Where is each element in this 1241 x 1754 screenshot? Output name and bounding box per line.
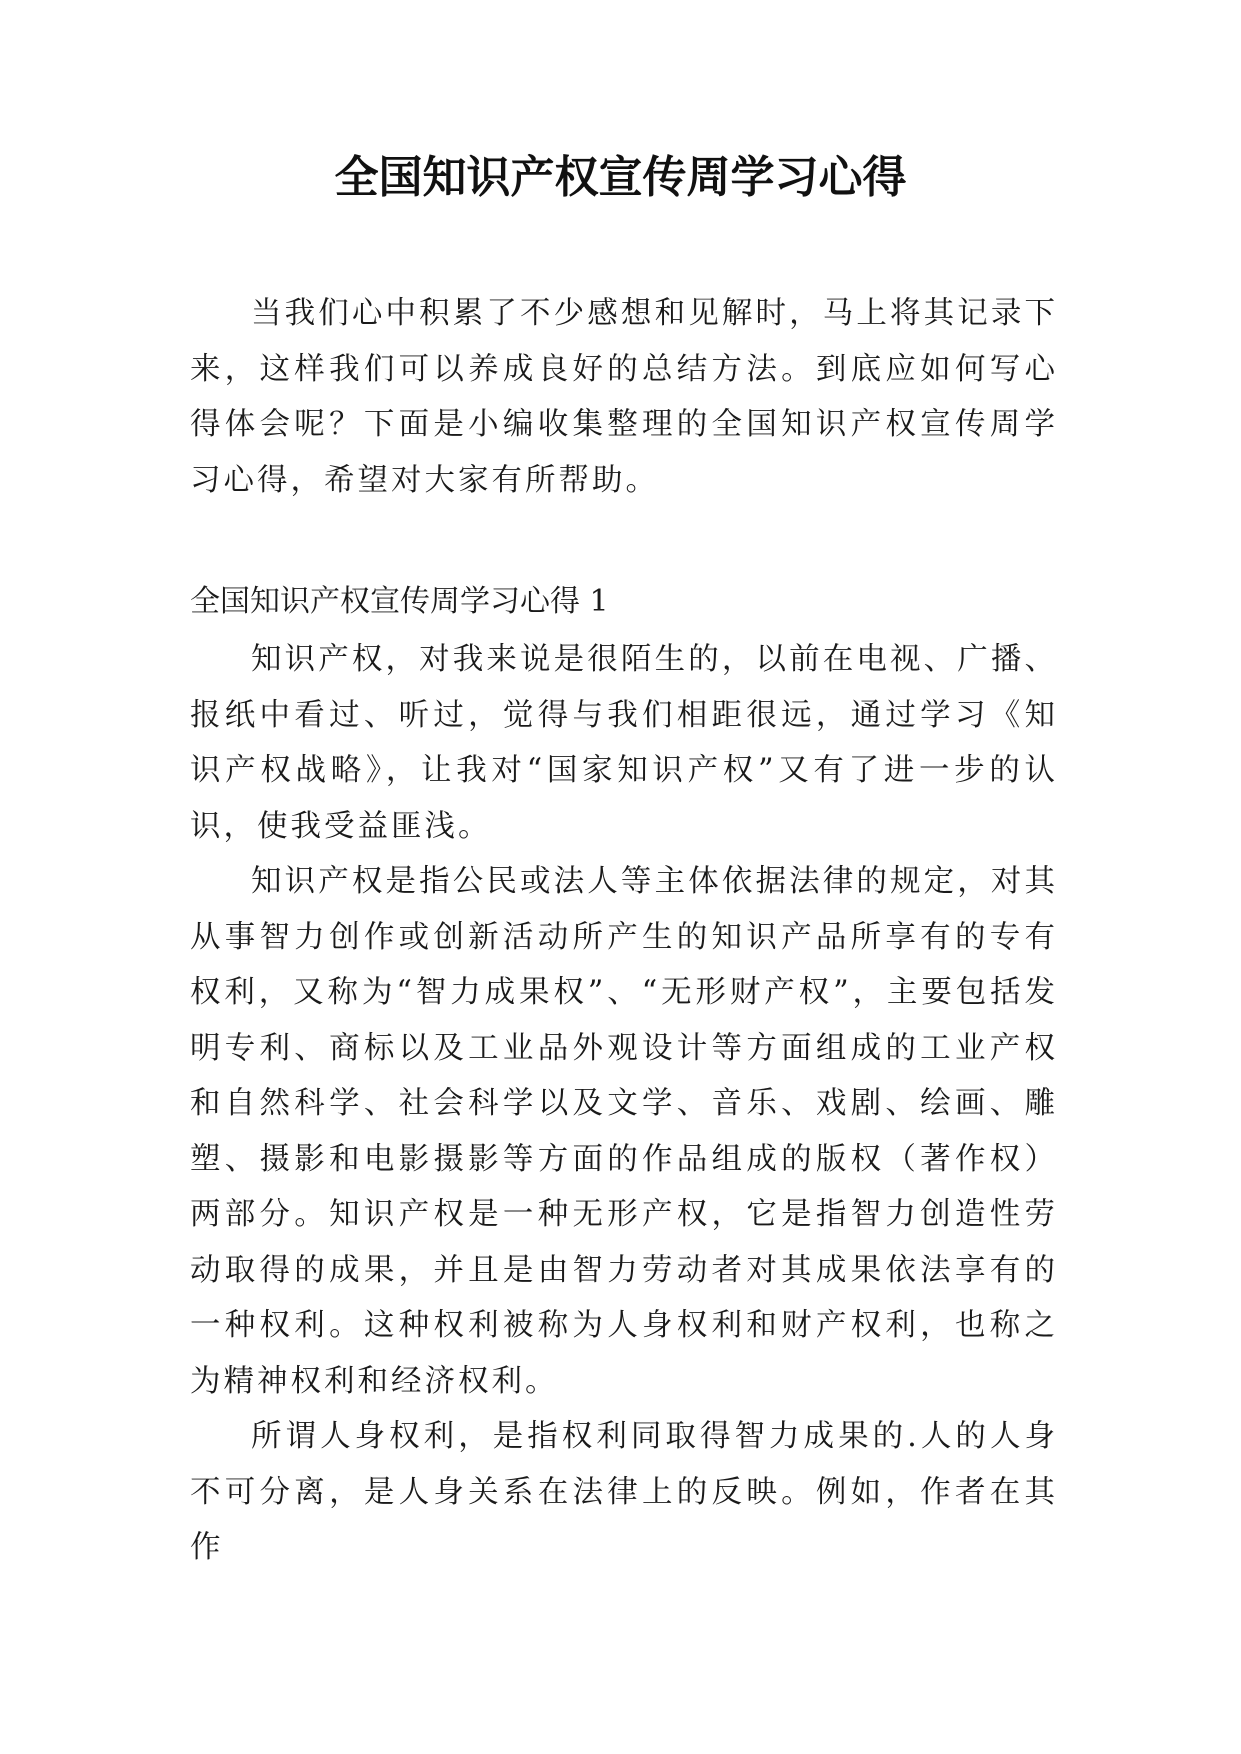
intro-paragraph: 当我们心中积累了不少感想和见解时，马上将其记录下来，这样我们可以养成良好的总结方法。到底应如何写心得体会呢？下面是小编收集整理的全国知识产权宣传周学习心得，希望对大家有所帮助。 [190, 296, 1058, 498]
intro-block [190, 286, 1058, 508]
body-paragraph-1: 知识产权，对我来说是很陌生的，以前在电视、广播、报纸中看过、听过，觉得与我们相距很远，通过学习《知识产权战略》，让我对“国家知识产权”又有了进一步的认识，使我受益匪浅。 [190, 642, 1058, 844]
body-paragraph-3: 所谓人身权利，是指权利同取得智力成果的.人的人身不可分离，是人身关系在法律上的反映。例如，作者在其作 [190, 1419, 1058, 1565]
document-title: 全国知识产权宣传周学习心得 [334, 152, 907, 203]
section-body [190, 632, 1058, 1576]
section-heading: 全国知识产权宣传周学习心得 1 [190, 584, 609, 619]
body-paragraph-2: 知识产权是指公民或法人等主体依据法律的规定，对其从事智力创作或创新活动所产生的知识产品所享有的专有权利，又称为“智力成果权”、“无形财产权”，主要包括发明专利、商标以及工业品外观设计等方面组成的工业产权和自然科学、社会科学以及文学、音乐、戏剧、绘画、雕塑、摄影和电影摄影等方面的作品组成的版权（著作权）两部分。知识产权是一种无形产权，它是指智力创造性劳动取得的成果，并且是由智力劳动者对其成果依法享有的一种权利。这种权利被称为人身权利和财产权利，也称之为精神权利和经济权利。 [190, 864, 1058, 1399]
